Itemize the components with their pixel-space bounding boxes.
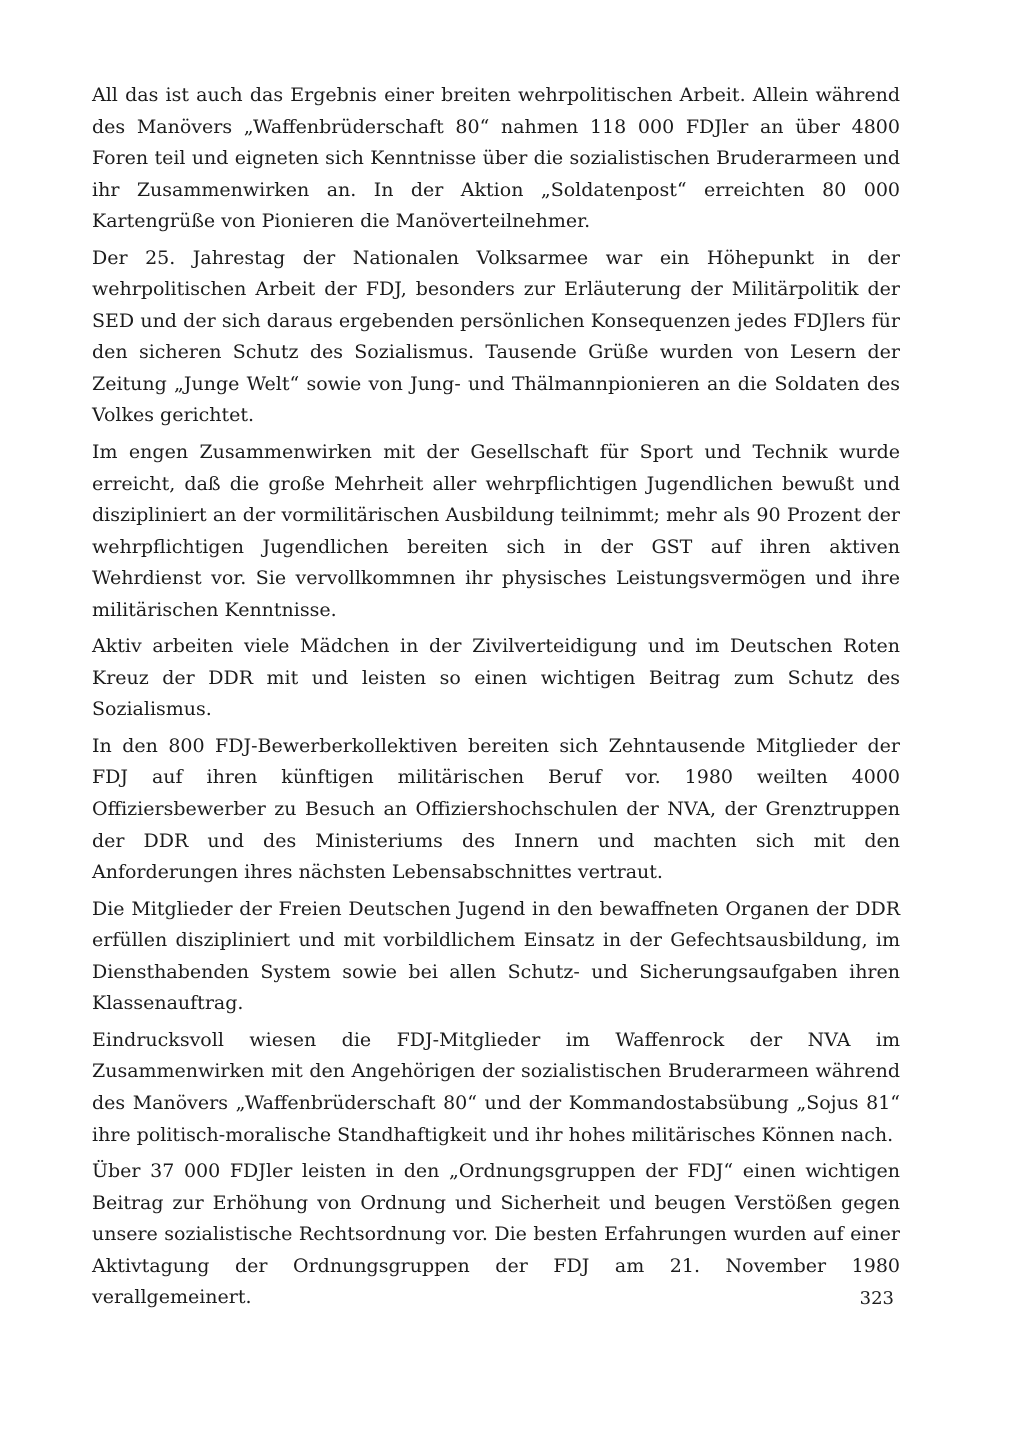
paragraph-7: Eindrucksvoll wiesen die FDJ-Mitglieder im Waffenrock der NVA im Zusammenwirken mit den Angehörigen der sozialistischen Bruderarmeen während des Manövers „Waffenbrüderschaft 80“ und der Kommandostabsübung „Sojus 81“ ihre politisch-moralische Standhaftigkeit und ihr hohes militärisches Können nach.: [92, 1028, 900, 1146]
paragraph-5: In den 800 FDJ-Bewerberkollektiven bereiten sich Zehntausende Mitglieder der FDJ auf ihren künftigen militärischen Beruf vor. 1980 weilten 4000 Offiziersbewerber zu Besuch an Offiziershochschulen der NVA, der Grenztruppen der DDR und des Ministeriums des Innern und machten sich mit den Anforderungen ihres nächsten Lebensabschnittes vertraut.: [92, 734, 900, 884]
paragraph-3: Im engen Zusammenwirken mit der Gesellschaft für Sport und Technik wurde erreicht, daß die große Mehrheit aller wehrpflichtigen Jugendlichen bewußt und diszipliniert an der vormilitärischen Ausbildung teilnimmt; mehr als 90 Prozent der wehrpflichtigen Jugendlichen bereiten sich in der GST auf ihren aktiven Wehrdienst vor. Sie vervollkommnen ihr physisches Leistungsvermögen und ihre militärischen Kenntnisse.: [92, 441, 900, 621]
page-number: 323: [859, 1288, 894, 1309]
paragraph-4: Aktiv arbeiten viele Mädchen in der Zivilverteidigung und im Deutschen Roten Kreuz der DDR mit und leisten so einen wichtigen Beitrag zum Schutz des Sozialismus.: [92, 635, 900, 721]
paragraph-6: Die Mitglieder der Freien Deutschen Jugend in den bewaffneten Organen der DDR erfüllen diszipliniert und mit vorbildlichem Einsatz in der Gefechtsausbildung, im Diensthabenden System sowie bei allen Schutz- und Sicherungsaufgaben ihren Klassenauftrag.: [92, 897, 900, 1015]
paragraph-8: Über 37 000 FDJler leisten in den „Ordnungsgruppen der FDJ“ einen wichtigen Beitrag zur Erhöhung von Ordnung und Sicherheit und beugen Verstößen gegen unsere sozialistische Rechtsordnung vor. Die besten Erfahrungen wurden auf einer Aktivtagung der Ordnungsgruppen der FDJ am 21. November 1980 verallgemeinert.: [92, 1160, 900, 1309]
paragraph-2: Der 25. Jahrestag der Nationalen Volksarmee war ein Höhepunkt in der wehrpolitischen Arbeit der FDJ, besonders zur Erläuterung der Militärpolitik der SED und der sich daraus ergebenden persönlichen Konsequenzen jedes FDJlers für den sicheren Schutz des Sozialismus. Tausende Grüße wurden von Lesern der Zeitung „Junge Welt“ sowie von Jung- und Thälmannpionieren an die Soldaten des Volkes gerichtet.: [92, 246, 900, 427]
paragraph-1: All das ist auch das Ergebnis einer breiten wehrpolitischen Arbeit. Allein während des Manövers „Waffenbrüderschaft 80“ nahmen 118 000 FDJler an über 4800 Foren teil und eigneten sich Kenntnisse über die sozialistischen Bruderarmeen und ihr Zusammenwirken an. In der Aktion „Soldatenpost“ erreichten 80 000 Kartengrüße von Pionieren die Manöverteilnehmer.: [92, 84, 900, 233]
body-text: [92, 80, 900, 1319]
